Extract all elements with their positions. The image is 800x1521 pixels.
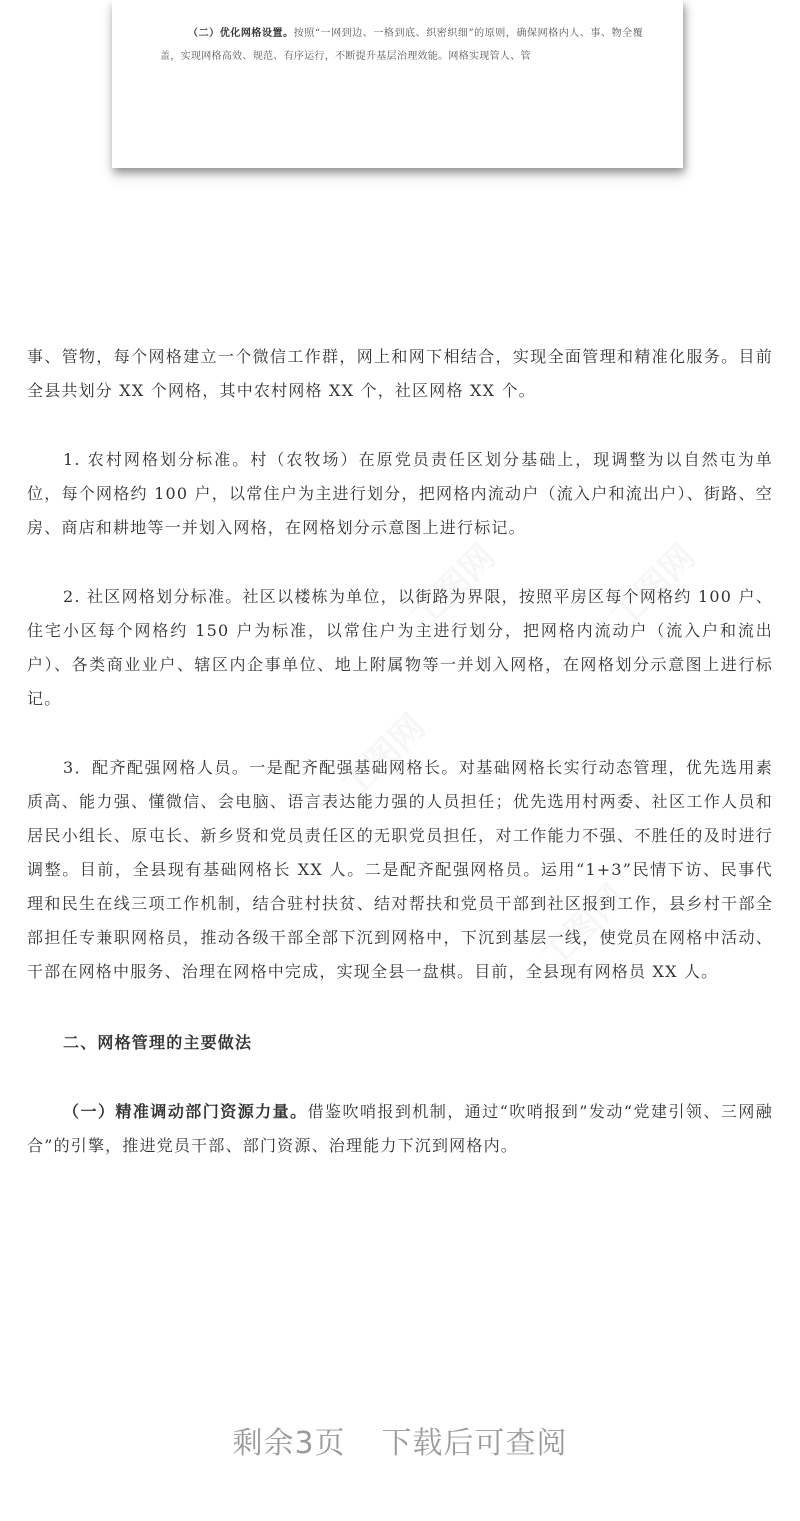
preview-paragraph — [160, 22, 643, 68]
preview-heading: （二）优化网格设置。 — [188, 28, 294, 39]
paragraph-community-grid: 2. 社区网格划分标准。社区以楼栋为单位，以街路为界限，按照平房区每个网格约 100 户、住宅小区每个网格约 150 户为标准，以常住户为主进行划分，把网格内流动户（流入户和流出户）、各类商业业户、辖区内企事单位、地上附属物等一并划入网格，在网格划分示意图上进行标记。 — [27, 587, 773, 708]
paragraph-grid-summary: 事、管物，每个网格建立一个微信工作群，网上和网下相结合，实现全面管理和精准化服务。目前全县共划分 XX 个网格，其中农村网格 XX 个，社区网格 XX 个。 — [27, 347, 773, 400]
subsection-heading: （一）精准调动部门资源力量。 — [63, 1102, 308, 1121]
paragraph-rural-grid: 1. 农村网格划分标准。村（农牧场）在原党员责任区划分基础上，现调整为以自然屯为单位，每个网格约 100 户，以常住户为主进行划分，把网格内流动户（流入户和流出户）、街路、空房、商店和耕地等一并划入网格，在网格划分示意图上进行标记。 — [27, 450, 773, 537]
section-heading: 二、网格管理的主要做法 — [63, 1033, 253, 1052]
document-body — [27, 340, 773, 1163]
preview-page-card — [112, 0, 683, 168]
preview-body: 按照“一网到边、一格到底、织密织细”的原则，确保网格内人、事、物全覆盖，实现网格高效、规范、有序运行，不断提升基层治理效能。网格实现管人、管 — [160, 28, 644, 62]
download-to-view-label: 下载后可查阅 — [381, 1426, 568, 1461]
paragraph-grid-staff: 3．配齐配强网格人员。一是配齐配强基础网格长。对基础网格长实行动态管理，优先选用素质高、能力强、懂微信、会电脑、语言表达能力强的人员担任；优先选用村两委、社区工作人员和居民小组长、原屯长、新乡贤和党员责任区的无职党员担任，对工作能力不强、不胜任的及时进行调整。目前，全县现有基础网格长 XX 人。二是配齐配强网格员。运用“1+3”民情下访、民事代理和民生在线三项工作机制，结合驻村扶贫、结对帮扶和党员干部到社区报到工作，县乡村干部全部担任专兼职网格员，推动各级干部全部下沉到网格中，下沉到基层一线，使党员在网格中活动、干部在网格中服务、治理在网格中完成，实现全县一盘棋。目前，全县现有网格员 XX 人。 — [27, 758, 773, 981]
subsection-body: 借鉴吹哨报到机制，通过“吹哨报到”发动“党建引领、三网融合”的引擎，推进党员干部、部门资源、治理能力下沉到网格内。 — [27, 1102, 773, 1155]
paragraph-resource-mobilization — [27, 1095, 773, 1163]
remaining-pages-label: 剩余3页 — [232, 1426, 346, 1461]
download-banner[interactable] — [0, 1418, 800, 1462]
